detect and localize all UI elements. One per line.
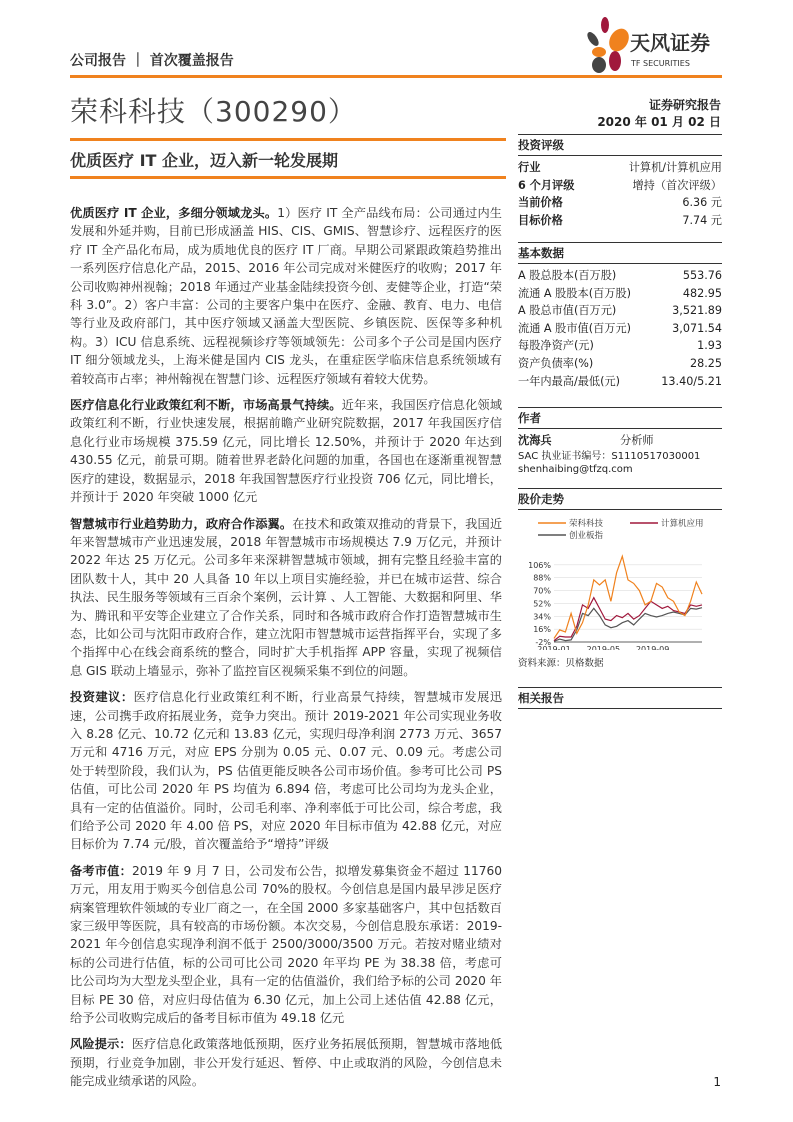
subtitle: 优质医疗 IT 企业，迈入新一轮发展期 xyxy=(70,151,339,170)
row-value: 13.40/5.21 xyxy=(661,374,722,388)
paragraph xyxy=(70,396,502,506)
legend-label: 荣科科技 xyxy=(569,519,604,529)
paragraph xyxy=(70,204,502,388)
paragraph xyxy=(70,515,502,681)
chart-source: 资料来源：贝格数据 xyxy=(518,658,604,669)
paragraph-text: 近年来，我国医疗信息化领域政策红利不断，行业快速发展，根据前瞻产业研究院数据，2017 年我国医疗信息化行业市场规模 375.59 亿元，同比增长 12.50%，并预计于 2020 年达到 430.55 亿元，前景可期。随着世界老龄化问题的加重，各国也在逐渐重视智慧医疗的建设，数据显示，2018 年我国智慧医疗行业投资 706 亿元，同比增长，并预计于 2020 年突破 1000 亿元 xyxy=(70,398,503,505)
report-body xyxy=(70,204,502,1099)
y-tick-label: 70% xyxy=(533,586,551,596)
row-label: 每股净资产(元) xyxy=(518,339,594,353)
price-chart-box xyxy=(518,488,722,709)
report-category: 公司报告 ｜ 首次覆盖报告 xyxy=(70,53,234,69)
series-line-计算机应用 xyxy=(554,598,702,641)
author-role: 分析师 xyxy=(620,434,654,447)
tf-securities-logo xyxy=(585,16,725,78)
paragraph-text: 医疗信息化政策落地低预期，医疗业务拓展低预期，智慧城市落地低预期，行业竞争加剧，非公开发行延迟、暂停、中止或取消的风险，今创信息未能完成业绩承诺的风险。 xyxy=(70,1037,503,1089)
y-tick-label: 16% xyxy=(533,625,551,635)
svg-text:TF SECURITIES: TF SECURITIES xyxy=(631,59,690,68)
row-value: 7.74 元 xyxy=(682,213,722,227)
row-label: 6 个月评级 xyxy=(518,178,575,192)
related-reports-title: 相关报告 xyxy=(518,687,722,709)
paragraph-text: 1）医疗 IT 全产品线布局：公司通过内生发展和外延并购，目前已形成涵盖 HIS、CIS、GMIS、智慧诊疗、远程医疗的医疗 IT 全产品化布局，成为质地优良的医疗 IT 厂商。早期公司紧跟政策趋势推出一系列医疗信息化产品，2015、2016 年公司完成对米健医疗的收购；2017 年公司收购神州视翰；2018 年通过产业基金陆续投资今创、麦健等企业，打造“荣科 3.0”。2）客户丰富：公司的主要客户集中在医疗、金融、教育、电力、电信等行业及政府部门，其中医疗领域又涵盖大型医院、乡镇医院、医保等多种机构。3）ICU 信息系统、远程视频诊疗等领域领先：公司多个子公司是国内医疗 IT 细分领域龙头，上海米健是国内 CIS 龙头，在重症医学临床信息系统领域有着较高市占率；神州翰视在智慧门诊、远程医疗领域有着较大优势。 xyxy=(70,206,502,386)
page-title: 荣科科技（300290） xyxy=(70,95,357,128)
row-value: 1.93 xyxy=(697,339,722,353)
page-number: 1 xyxy=(713,1075,721,1089)
data-row xyxy=(518,355,722,373)
row-label: 目标价格 xyxy=(518,213,563,227)
author-name: 沈海兵 xyxy=(518,434,552,447)
rating-box xyxy=(518,134,722,229)
row-value: 计算机/计算机应用 xyxy=(628,161,722,174)
x-tick-label: 2019-05 xyxy=(586,645,621,650)
chart-title: 股价走势 xyxy=(518,488,722,510)
x-tick-label: 2019-01 xyxy=(537,645,571,650)
row-value: 482.95 xyxy=(682,286,722,300)
author-title: 作者 xyxy=(518,407,722,429)
row-label: 流通 A 股股本(百万股) xyxy=(518,286,631,300)
row-value: 3,071.54 xyxy=(672,321,722,335)
x-tick-label: 2019-09 xyxy=(635,645,670,650)
row-label: 流通 A 股市值(百万元) xyxy=(518,321,631,335)
row-value: 3,521.89 xyxy=(672,304,722,318)
data-row xyxy=(518,177,722,195)
row-label: 行业 xyxy=(518,161,541,174)
paragraph xyxy=(70,688,502,854)
y-tick-label: 88% xyxy=(533,573,551,583)
legend-label: 创业板指 xyxy=(569,531,604,541)
series-line-荣科科技 xyxy=(554,556,702,638)
paragraph-text: 医疗信息化行业政策红利不断，行业高景气持续，智慧城市发展迅速，公司携手政府拓展业务，竞争力突出。预计 2019-2021 年公司实现业务收入 8.28 亿元、10.72 亿元和 13.83 亿元，实现归母净利润 2773 万元、3657 万元和 4716 万元，对应 EPS 分别为 0.05 元、0.07 元、0.09 元。考虑公司处于转型阶段，我们认为，PS 估值更能反映各公司市场价值。参考可比公司 PS 估值，可比公司 2020 年 PS 均值为 6.894 倍，考虑可比公司均为龙头企业，具有一定的估值溢价。同时，公司毛利率、净利率低于可比公司，综合考虑，我们给予公司 2020 年 4.00 倍 PS，对应 2020 年目标市值为 42.88 亿元，对应目标价为 7.74 元/股，首次覆盖给予“增持”评级 xyxy=(70,690,503,852)
data-row xyxy=(518,159,722,177)
author-email[interactable]: shenhaibing@tfzq.com xyxy=(518,463,633,475)
row-label: 当前价格 xyxy=(518,196,563,210)
y-tick-label: 34% xyxy=(533,612,551,622)
row-label: A 股总市值(百万元) xyxy=(518,304,617,318)
data-row xyxy=(518,267,722,285)
paragraph-lead: 医疗信息化行业政策红利不断，市场高景气持续。 xyxy=(70,398,342,413)
paragraph xyxy=(70,1035,502,1090)
data-row xyxy=(518,320,722,338)
row-label: 资产负债率(%) xyxy=(518,356,594,370)
basic-title: 基本数据 xyxy=(518,242,722,264)
row-value: 553.76 xyxy=(682,269,722,282)
report-type: 证券研究报告 xyxy=(648,98,721,112)
row-label: 一年内最高/最低(元) xyxy=(518,374,620,388)
rating-title: 投资评级 xyxy=(518,134,722,156)
author-box xyxy=(518,407,722,476)
paragraph-lead: 风险提示： xyxy=(70,1037,132,1052)
svg-text:天风证券: 天风证券 xyxy=(630,31,710,55)
logo-petals-icon xyxy=(585,16,725,74)
row-value: 28.25 xyxy=(689,356,722,370)
paragraph-lead: 投资建议： xyxy=(70,690,134,705)
paragraph-lead: 优质医疗 IT 企业，多细分领域龙头。 xyxy=(70,206,278,220)
paragraph-text: 2019 年 9 月 7 日，公司发布公告，拟增发募集资金不超过 11760 万元，用友用于购买今创信息公司 70%的股权。今创信息是国内最早涉足医疗病案管理软件领域的专业厂商之一，在全国 2000 多家基础客户，其中包括数百家三级甲等医院，具有较高的市场份额。本次交易，今创信息股东承诺：2019-2021 年今创信息实现净利润不低于 2500/3000/3500 万元。若按对赌业绩对标的公司进行估值，标的公司可比公司 2020 年平均 PE 为 38.38 倍，考虑可比公司均为大型龙头型企业，具有一定的估值溢价，我们给予标的公司 2020 年目标 PE 30 倍，对应归母估值为 6.30 亿元，加上公司上述估值 42.88 亿元，给予公司收购完成后的备考目标市值为 49.18 亿元 xyxy=(70,863,502,1026)
price-chart xyxy=(518,510,722,650)
data-row xyxy=(518,194,722,212)
y-tick-label: 52% xyxy=(533,599,551,609)
data-row xyxy=(518,212,722,230)
paragraph-text: 在技术和政策双推动的背景下，我国近年来智慧城市产业迅速发展，2018 年智慧城市市场规模达 7.9 万亿元，并预计 2022 年达 25 万亿元。公司多年来深耕智慧城市领域，拥有完整且经验丰富的团队数十人，其中 20 人具备 10 年以上项目实施经验，并已在城市运营、综合执法、民生服务等领域有三百余个案例，云计算 、人工智能、大数据和阿里、华为、腾讯和平安等企业建立了合作关系，同时和各城市政府合作打造智慧城市生态，比如公司与沈阳市政府合作，建立沈阳市智慧城市运营指挥平台，实现了多个指挥中心在线会商系统的整合，同时扩大手机指挥 APP 容量，实现了视频信息 GIS 联动上墙显示，弥补了监控盲区视频采集不到位的问题。 xyxy=(70,516,503,678)
paragraph-lead: 智慧城市行业趋势助力，政府合作添翼。 xyxy=(70,516,293,531)
y-tick-label: 106% xyxy=(528,560,551,570)
row-value: 6.36 元 xyxy=(682,196,722,210)
legend-label: 计算机应用 xyxy=(661,519,704,529)
data-row xyxy=(518,373,722,391)
row-value: 增持（首次评级） xyxy=(632,178,722,192)
report-date: 2020 年 01 月 02 日 xyxy=(597,115,721,129)
y-tick-label: -2% xyxy=(535,638,551,647)
data-row xyxy=(518,337,722,355)
paragraph xyxy=(70,862,502,1028)
data-row xyxy=(518,285,722,303)
basic-data-box xyxy=(518,242,722,390)
row-label: A 股总股本(百万股) xyxy=(518,269,617,282)
paragraph-lead: 备考市值： xyxy=(70,863,132,878)
author-cert: SAC 执业证书编号：S1110517030001 xyxy=(518,450,701,462)
data-row xyxy=(518,302,722,320)
